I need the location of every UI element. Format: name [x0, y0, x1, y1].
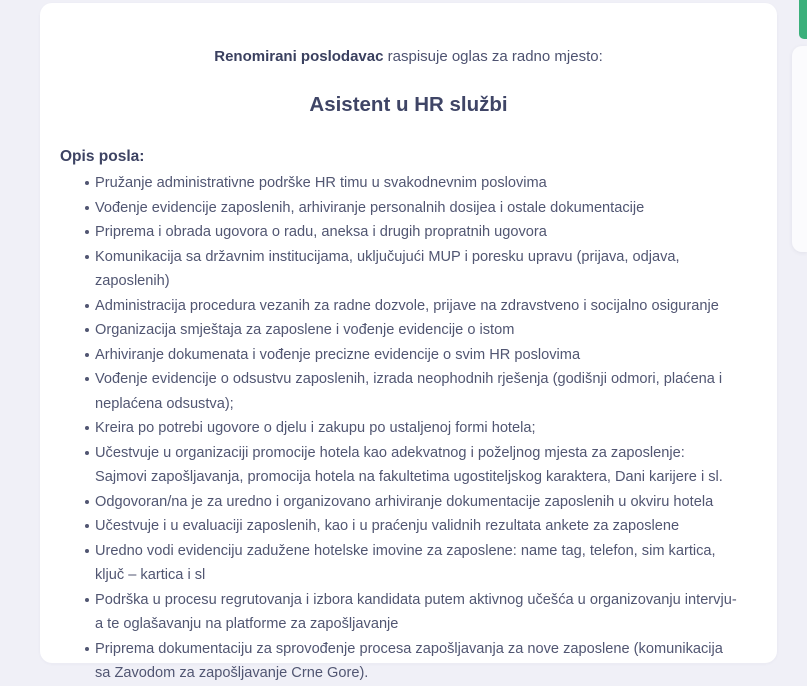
- side-widget-green-tab[interactable]: [799, 0, 807, 39]
- list-item: Učestvuje i u evaluaciji zaposlenih, kao i u praćenju validnih rezultata ankete za zaposlene: [95, 514, 740, 539]
- list-item: Uredno vodi evidenciju zadužene hotelske imovine za zaposlene: name tag, telefon, sim kartica, ključ – kartica i sl: [95, 539, 740, 588]
- job-description-list: [40, 171, 777, 686]
- list-item: Komunikacija sa državnim institucijama, uključujući MUP i poresku upravu (prijava, odjava, zaposlenih): [95, 245, 740, 294]
- list-item: Odgovoran/na je za uredno i organizovano arhiviranje dokumentacije zaposlenih u okviru hotela: [95, 490, 740, 515]
- list-item: Učestvuje u organizaciji promocije hotela kao adekvatnog i poželjnog mjesta za zaposlenje: Sajmovi zapošljavanja, promocija hotela na fakultetima ugostiteljskog karaktera, Dani karijere i sl.: [95, 441, 740, 490]
- list-item: Priprema i obrada ugovora o radu, aneksa i drugih propratnih ugovora: [95, 220, 740, 245]
- list-item: Kreira po potrebi ugovore o djelu i zakupu po ustaljenoj formi hotela;: [95, 416, 740, 441]
- list-item: Podrška u procesu regrutovanja i izbora kandidata putem aktivnog učešća u organizovanju intervju-a te oglašavanju na platforme za zapošljavanje: [95, 588, 740, 637]
- page-title: Asistent u HR službi: [309, 93, 508, 116]
- list-item: Administracija procedura vezanih za radne dozvole, prijave na zdravstveno i socijalno osiguranje: [95, 294, 740, 319]
- side-panel-flyout[interactable]: [792, 46, 807, 252]
- list-item: Pružanje administrativne podrške HR timu u svakodnevnim poslovima: [95, 171, 740, 196]
- list-item: Vođenje evidencije o odsustvu zaposlenih, izrada neophodnih rješenja (godišnji odmori, plaćena i neplaćena odsustva);: [95, 367, 740, 416]
- list-item: Vođenje evidencije zaposlenih, arhiviranje personalnih dosijea i ostale dokumentacije: [95, 196, 740, 221]
- list-item: Organizacija smještaja za zaposlene i vođenje evidencije o istom: [95, 318, 740, 343]
- job-description-heading: Opis posla:: [60, 148, 145, 165]
- job-posting-card: [40, 3, 777, 681]
- intro-line: [40, 48, 777, 66]
- list-item: Priprema dokumentaciju za sprovođenje procesa zapošljavanja za nove zaposlene (komunikacija sa Zavodom za zapošljavanje Crne Gore).: [95, 637, 740, 686]
- intro-text: raspisuje oglas za radno mjesto:: [383, 48, 603, 65]
- employer-name: Renomirani poslodavac: [214, 48, 384, 65]
- list-item: Arhiviranje dokumenata i vođenje precizne evidencije o svim HR poslovima: [95, 343, 740, 368]
